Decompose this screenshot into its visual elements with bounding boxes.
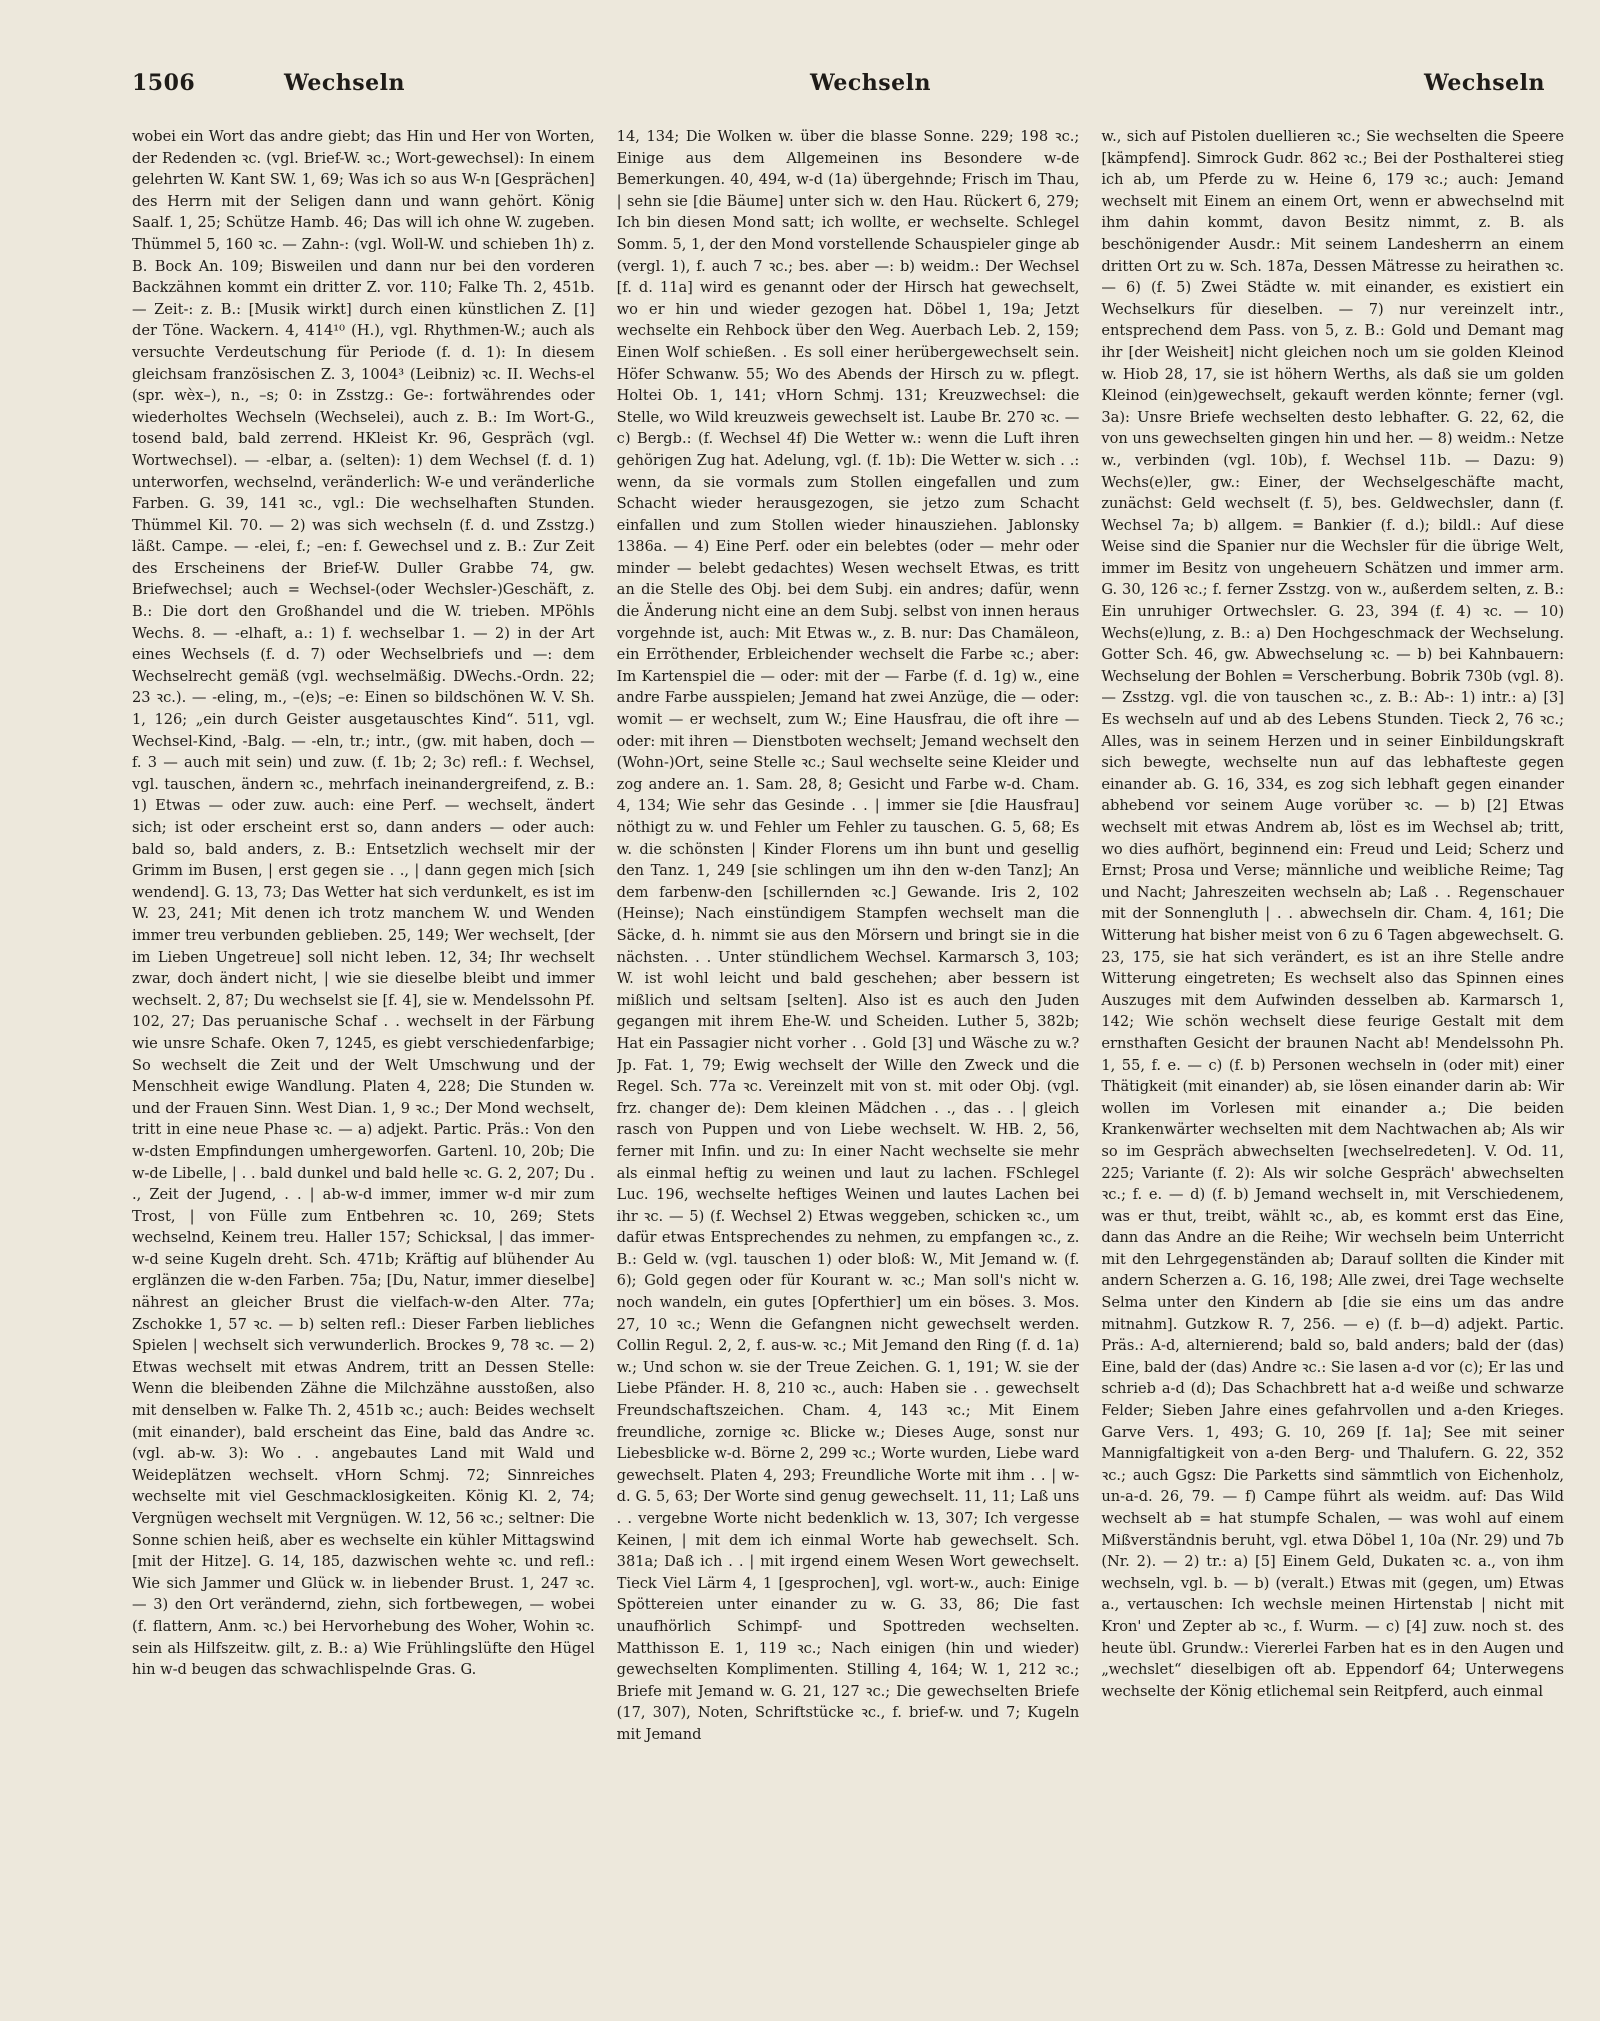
column-right [1101,126,1564,1976]
text-columns [132,126,1564,1976]
column-left [132,126,595,1976]
header-keyword-left: Wechseln [284,70,406,96]
column-left-text: wobei ein Wort das andre giebt; das Hin und Her von Worten, der Redenden ꝛc. (vgl. Brief-W. ꝛc.; Wort-gewechsel): In einem gelehrten W. Kant SW. 1, 69; Was ich so aus W-n [Gesprächen] des Herrn mit der Seligen dann und wann gehört. König Saalf. 1, 25; Schütze Hamb. 46; Das will ich ohne W. zugeben. Thümmel 5, 160 ꝛc. — Zahn-: (vgl. Woll-W. und schieben 1h) z. B. Bock An. 109; Bisweilen und dann nur bei den vorderen Backzähnen kommt ein dritter Z. vor. 110; Falke Th. 2, 451b. — Zeit-: z. B.: [Musik wirkt] durch einen künstlichen Z. [1] der Töne. Wackern. 4, 414¹⁰ (H.), vgl. Rhythmen-W.; auch als versuchte Verdeutschung für Periode (f. d. 1): In diesem gleichsam französischen Z. 3, 1004³ (Leibniz) ꝛc. II. Wechs-el (spr. wèx–), n., –s; 0: in Zsstzg.: Ge-: fortwährendes oder wiederholtes Wechseln (Wechselei), auch z. B.: Im Wort-G., tosend bald, bald zerrend. HKleist Kr. 96, Gespräch (vgl. Wortwechsel). — -elbar, a. (selten): 1) dem Wechsel (f. d. 1) unterworfen, wechselnd, veränderlich: W-e und veränderliche Farben. G. 39, 141 ꝛc., vgl.: Die wechselhaften Stunden. Thümmel Kil. 70. — 2) was sich wechseln (f. d. und Zsstzg.) läßt. Campe. — -elei, f.; –en: f. Gewechsel und z. B.: Zur Zeit des Erscheinens der Brief-W. Duller Grabbe 74, gw. Briefwechsel; auch = Wechsel-(oder Wechsler-)Geschäft, z. B.: Die dort den Großhandel und die W. trieben. MPöhls Wechs. 8. — -elhaft, a.: 1) f. wechselbar 1. — 2) in der Art eines Wechsels (f. d. 7) oder Wechselbriefs und —: dem Wechselrecht gemäß (vgl. wechselmäßig. DWechs.-Ordn. 22; 23 ꝛc.). — -eling, m., –(e)s; –e: Einen so bildschönen W. V. Sh. 1, 126; „ein durch Geister ausgetauschtes Kind“. 511, vgl. Wechsel-Kind, -Balg. — -eln, tr.; intr., (gw. mit haben, doch — f. 3 — auch mit sein) und zuw. (f. 1b; 2; 3c) refl.: f. Wechsel, vgl. tauschen, ändern ꝛc., mehrfach ineinandergreifend, z. B.: 1) Etwas — oder zuw. auch: eine Perf. — wechselt, ändert sich; ist oder erscheint erst so, dann anders — oder auch: bald so, bald anders, z. B.: Entsetzlich wechselt mir der Grimm im Busen, | erst gegen sie . ., | dann gegen mich [sich wendend]. G. 13, 73; Das Wetter hat sich verdunkelt, es ist im W. 23, 241; Mit denen ich trotz manchem W. und Wenden immer treu verbunden geblieben. 25, 149; Wer wechselt, [der im Lieben Ungetreue] soll nicht leben. 12, 34; Ihr wechselt zwar, doch ändert nicht, | wie sie dieselbe bleibt und immer wechselt. 2, 87; Du wechselst sie [f. 4], sie w. Mendelssohn Pf. 102, 27; Das peruanische Schaf . . wechselt in der Färbung wie unsre Schafe. Oken 7, 1245, es giebt verschiedenfarbige; So wechselt die Zeit und der Welt Umschwung und der Menschheit ewige Wandlung. Platen 4, 228; Die Stunden w. und der Frauen Sinn. West Dian. 1, 9 ꝛc.; Der Mond wechselt, tritt in eine neue Phase ꝛc. — a) adjekt. Partic. Präs.: Von den w-dsten Empfindungen umhergeworfen. Gartenl. 10, 20b; Die w-de Libelle, | . . bald dunkel und bald helle ꝛc. G. 2, 207; Du . ., Zeit der Jugend, . . | ab-w-d immer, immer w-d mir zum Trost, | von Fülle zum Entbehren ꝛc. 10, 269; Stets wechselnd, Keinem treu. Haller 157; Schicksal, | das immer-w-d seine Kugeln dreht. Sch. 471b; Kräftig auf blühender Au erglänzen die w-den Farben. 75a; [Du, Natur, immer dieselbe] nährest an gleicher Brust die vielfach-w-den Alter. 77a; Zschokke 1, 57 ꝛc. — b) selten refl.: Dieser Farben liebliches Spielen | wechselt sich verwunderlich. Brockes 9, 78 ꝛc. — 2) Etwas wechselt mit etwas Andrem, tritt an Dessen Stelle: Wenn die bleibenden Zähne die Milchzähne ausstoßen, also mit denselben w. Falke Th. 2, 451b ꝛc.; auch: Beides wechselt (mit einander), bald erscheint das Eine, bald das Andre ꝛc. (vgl. ab-w. 3): Wo . . angebautes Land mit Wald und Weideplätzen wechselt. vHorn Schmj. 72; Sinnreiches wechselte mit viel Geschmacklosigkeiten. König Kl. 2, 74; Vergnügen wechselt mit Vergnügen. W. 12, 56 ꝛc.; seltner: Die Sonne schien heiß, aber es wechselte ein kühler Mittagswind [mit der Hitze]. G. 14, 185, dazwischen wehte ꝛc. und refl.: Wie sich Jammer und Glück w. in liebender Brust. 1, 247 ꝛc. — 3) den Ort verändernd, ziehn, sich fortbewegen, — wobei (f. flattern, Anm. ꝛc.) bei Hervorhebung des Woher, Wohin ꝛc. sein als Hilfszeitw. gilt, z. B.: a) Wie Frühlingslüfte den Hügel hin w-d beugen das schwachlispelnde Gras. G. [132,128,595,1679]
column-middle-text: 14, 134; Die Wolken w. über die blasse Sonne. 229; 198 ꝛc.; Einige aus dem Allgemeinen ins Besondere w-de Bemerkungen. 40, 494, w-d (1a) übergehnde; Frisch im Thau, | sehn sie [die Bäume] unter sich w. den Hau. Rückert 6, 279; Ich bin diesen Mond satt; ich wollte, er wechselte. Schlegel Somm. 5, 1, der den Mond vorstellende Schauspieler ginge ab (vergl. 1), f. auch 7 ꝛc.; bes. aber —: b) weidm.: Der Wechsel [f. d. 11a] wird es genannt oder der Hirsch hat gewechselt, wo er hin und wieder gezogen hat. Döbel 1, 19a; Jetzt wechselte ein Rehbock über den Weg. Auerbach Leb. 2, 159; Einen Wolf schießen. . Es soll einer herübergewechselt sein. Höfer Schwanw. 55; Wo des Abends der Hirsch zu w. pflegt. Holtei Ob. 1, 141; vHorn Schmj. 131; Kreuzwechsel: die Stelle, wo Wild kreuzweis gewechselt ist. Laube Br. 270 ꝛc. — c) Bergb.: (f. Wechsel 4f) Die Wetter w.: wenn die Luft ihren gehörigen Zug hat. Adelung, vgl. (f. 1b): Die Wetter w. sich . .: wenn, da sie vormals zum Stollen eingefallen und zum Schacht wieder herausgezogen, sie jetzo zum Schacht einfallen und zum Stollen wieder hinausziehen. Jablonsky 1386a. — 4) Eine Perf. oder ein belebtes (oder — mehr oder minder — belebt gedachtes) Wesen wechselt Etwas, es tritt an die Stelle des Obj. bei dem Subj. ein andres; dafür, wenn die Änderung nicht eine an dem Subj. selbst von innen heraus vorgehnde ist, auch: Mit Etwas w., z. B. nur: Das Chamäleon, ein Erröthender, Erbleichender wechselt die Farbe ꝛc.; aber: Im Kartenspiel die — oder: mit der — Farbe (f. d. 1g) w., eine andre Farbe ausspielen; Jemand hat zwei Anzüge, die — oder: womit — er wechselt, zum W.; Eine Hausfrau, die oft ihre — oder: mit ihren — Dienstboten wechselt; Jemand wechselt den (Wohn-)Ort, seine Stelle ꝛc.; Saul wechselte seine Kleider und zog andere an. 1. Sam. 28, 8; Gesicht und Farbe w-d. Cham. 4, 134; Wie sehr das Gesinde . . | immer sie [die Hausfrau] nöthigt zu w. und Fehler um Fehler zu tauschen. G. 5, 68; Es w. die schönsten | Kinder Florens um ihn bunt und gesellig den Tanz. 1, 249 [sie schlingen um ihn den w-den Tanz]; An dem farbenw-den [schillernden ꝛc.] Gewande. Iris 2, 102 (Heinse); Nach einstündigem Stampfen wechselt man die Säcke, d. h. nimmt sie aus den Mörsern und bringt sie in die nächsten. . . Unter stündlichem Wechsel. Karmarsch 3, 103; W. ist wohl leicht und bald geschehen; aber bessern ist mißlich und seltsam [selten]. Also ist es auch den Juden gegangen mit ihrem Ehe-W. und Scheiden. Luther 5, 382b; Hat ein Passagier nicht vorher . . Gold [3] und Wäsche zu w.? Jp. Fat. 1, 79; Ewig wechselt der Wille den Zweck und die Regel. Sch. 77a ꝛc. Vereinzelt mit von st. mit oder Obj. (vgl. frz. changer de): Dem kleinen Mädchen . ., das . . | gleich rasch von Puppen und von Liebe wechselt. W. HB. 2, 56, ferner mit Infin. und zu: In einer Nacht wechselte sie mehr als einmal heftig zu weinen und laut zu lachen. FSchlegel Luc. 196, wechselte heftiges Weinen und lautes Lachen bei ihr ꝛc. — 5) (f. Wechsel 2) Etwas weggeben, schicken ꝛc., um dafür etwas Entsprechendes zu nehmen, zu empfangen ꝛc., z. B.: Geld w. (vgl. tauschen 1) oder bloß: W., Mit Jemand w. (f. 6); Gold gegen oder für Kourant w. ꝛc.; Man soll's nicht w. noch wandeln, ein gutes [Opferthier] um ein böses. 3. Mos. 27, 10 ꝛc.; Wenn die Gefangnen nicht gewechselt werden. Collin Regul. 2, 2, f. aus-w. ꝛc.; Mit Jemand den Ring (f. d. 1a) w.; Und schon w. sie der Treue Zeichen. G. 1, 191; W. sie der Liebe Pfänder. H. 8, 210 ꝛc., auch: Haben sie . . gewechselt Freundschaftszeichen. Cham. 4, 143 ꝛc.; Mit Einem freundliche, zornige ꝛc. Blicke w.; Dieses Auge, sonst nur Liebesblicke w-d. Börne 2, 299 ꝛc.; Worte wurden, Liebe ward gewechselt. Platen 4, 293; Freundliche Worte mit ihm . . | w-d. G. 5, 63; Der Worte sind genug gewechselt. 11, 11; Laß uns . . vergebne Worte nicht bedenklich w. 13, 307; Ich vergesse Keinen, | mit dem ich einmal Worte hab gewechselt. Sch. 381a; Daß ich . . | mit irgend einem Wesen Wort gewechselt. Tieck Viel Lärm 4, 1 [gesprochen], vgl. wort-w., auch: Einige Spöttereien unter einander zu w. G. 33, 86; Die fast unaufhörlich Schimpf- und Spottreden wechselten. Matthisson E. 1, 119 ꝛc.; Nach einigen (hin und wieder) gewechselten Komplimenten. Stilling 4, 164; W. 1, 212 ꝛc.; Briefe mit Jemand w. G. 21, 127 ꝛc.; Die gewechselten Briefe (17, 307), Noten, Schriftstücke ꝛc., f. brief-w. und 7; Kugeln mit Jemand [616,128,1080,1743]
column-middle [617,126,1080,1976]
header-keyword-center: Wechseln [810,70,932,96]
header-keyword-right: Wechseln [1424,70,1546,96]
running-header [132,70,1564,110]
page-number: 1506 [132,70,196,96]
column-right-text: w., sich auf Pistolen duellieren ꝛc.; Sie wechselten die Speere [kämpfend]. Simrock Gudr. 862 ꝛc.; Bei der Posthalterei stieg ich ab, um Pferde zu w. Heine 6, 179 ꝛc.; auch: Jemand wechselt mit Einem an einem Ort, wenn er abwechselnd mit ihm dahin kommt, davon Besitz nimmt, z. B. als beschönigender Ausdr.: Mit seinem Landesherrn an einem dritten Ort zu w. Sch. 187a, Dessen Mätresse zu heirathen ꝛc. — 6) (f. 5) Zwei Städte w. mit einander, es existiert ein Wechselkurs für dieselben. — 7) nur vereinzelt intr., entsprechend dem Pass. von 5, z. B.: Gold und Demant mag ihr [der Weisheit] nicht gleichen noch um sie golden Kleinod w. Hiob 28, 17, sie ist höhern Werths, als daß sie um golden Kleinod (ein)gewechselt, gekauft werden könnte; ferner (vgl. 3a): Unsre Briefe wechselten desto lebhafter. G. 22, 62, die von uns gewechselten gingen hin und her. — 8) weidm.: Netze w., verbinden (vgl. 10b), f. Wechsel 11b. — Dazu: 9) Wechs(e)ler, gw.: Einer, der Wechselgeschäfte macht, zunächst: Geld wechselt (f. 5), bes. Geldwechsler, dann (f. Wechsel 7a; b) allgem. = Bankier (f. d.); bildl.: Auf diese Weise sind die Spanier nur die Wechsler für die übrige Welt, immer im Besitz von ungeheuern Schätzen und immer arm. G. 30, 126 ꝛc.; f. ferner Zsstzg. von w., außerdem selten, z. B.: Ein unruhiger Ortwechsler. G. 23, 394 (f. 4) ꝛc. — 10) Wechs(e)lung, z. B.: a) Den Hochgeschmack der Wechselung. Gotter Sch. 46, gw. Abwechselung ꝛc. — b) bei Kahnbauern: Wechselung der Bohlen = Verscherbung. Bobrik 730b (vgl. 8). — Zsstzg. vgl. die von tauschen ꝛc., z. B.: Ab-: 1) intr.: a) [3] Es wechseln auf und ab des Lebens Stunden. Tieck 2, 76 ꝛc.; Alles, was in seinem Herzen und in seiner Einbildungskraft sich bewegte, wechselte nun auf das lebhafteste gegen einander ab. G. 16, 334, es zog sich lebhaft gegen einander abhebend vor seinem Auge vorüber ꝛc. — b) [2] Etwas wechselt mit etwas Andrem ab, löst es im Wechsel ab; tritt, wo dies aufhört, beginnend ein: Freud und Leid; Scherz und Ernst; Prosa und Verse; männliche und weibliche Reime; Tag und Nacht; Jahreszeiten wechseln ab; Laß . . Regenschauer mit der Sonnengluth | . . abwechseln dir. Cham. 4, 161; Die Witterung hat bisher meist von 6 zu 6 Tagen abgewechselt. G. 23, 175, sie hat sich verändert, es ist an ihre Stelle andre Witterung eingetreten; Es wechselt also das Spinnen eines Auszuges mit dem Aufwinden desselben ab. Karmarsch 1, 142; Wie schön wechselt diese feurige Gestalt mit dem ernsthaften Gesicht der braunen Nacht ab! Mendelssohn Ph. 1, 55, f. e. — c) (f. b) Personen wechseln in (oder mit) einer Thätigkeit (mit einander) ab, sie lösen einander darin ab: Wir wollen im Vorlesen mit einander a.; Die beiden Krankenwärter wechselten mit dem Nachtwachen ab; Als wir so im Gespräch abwechselten [wechselredeten]. V. Od. 11, 225; Variante (f. 2): Als wir solche Gespräch' abwechselten ꝛc.; f. e. — d) (f. b) Jemand wechselt in, mit Verschiedenem, was er thut, treibt, wählt ꝛc., ab, es kommt erst das Eine, dann das Andre an die Reihe; Wir wechseln beim Unterricht mit den Lehrgegenständen ab; Darauf sollten die Kinder mit andern Scherzen a. G. 16, 198; Alle zwei, drei Tage wechselte Selma unter den Kindern ab [die sie eins um das andre mitnahm]. Gutzkow R. 7, 256. — e) (f. b—d) adjekt. Partic. Präs.: A-d, alternierend; bald so, bald anders; bald der (das) Eine, bald der (das) Andre ꝛc.: Sie lasen a-d vor (c); Er las und schrieb a-d (d); Das Schachbrett hat a-d weiße und schwarze Felder; Sieben Jahre eines gefahrvollen und a-den Krieges. Garve Vers. 1, 493; G. 10, 269 [f. 1a]; See mit seiner Mannigfaltigkeit von a-den Berg- und Thalufern. G. 22, 352 ꝛc.; auch Ggsz: Die Parketts sind sämmtlich von Eichenholz, un-a-d. 26, 79. — f) Campe führt als weidm. auf: Das Wild wechselt ab = hat stumpfe Schalen, — was wohl auf einem Mißverständnis beruht, vgl. etwa Döbel 1, 10a (Nr. 29) und 7b (Nr. 2). — 2) tr.: a) [5] Einem Geld, Dukaten ꝛc. a., von ihm wechseln, vgl. b. — b) (veralt.) Etwas mit (gegen, um) Etwas a., vertauschen: Ich wechsle meinen Hirtenstab | nicht mit Kron' und Zepter ab ꝛc., f. Wurm. — c) [4] zuw. noch st. des heute übl. Grundw.: Viererlei Farben hat es in den Augen und „wechslet“ dieselbigen oft ab. Eppendorf 64; Unterwegens wechselte der König etlichemal sein Reitpferd, auch einmal [1101,128,1565,1700]
